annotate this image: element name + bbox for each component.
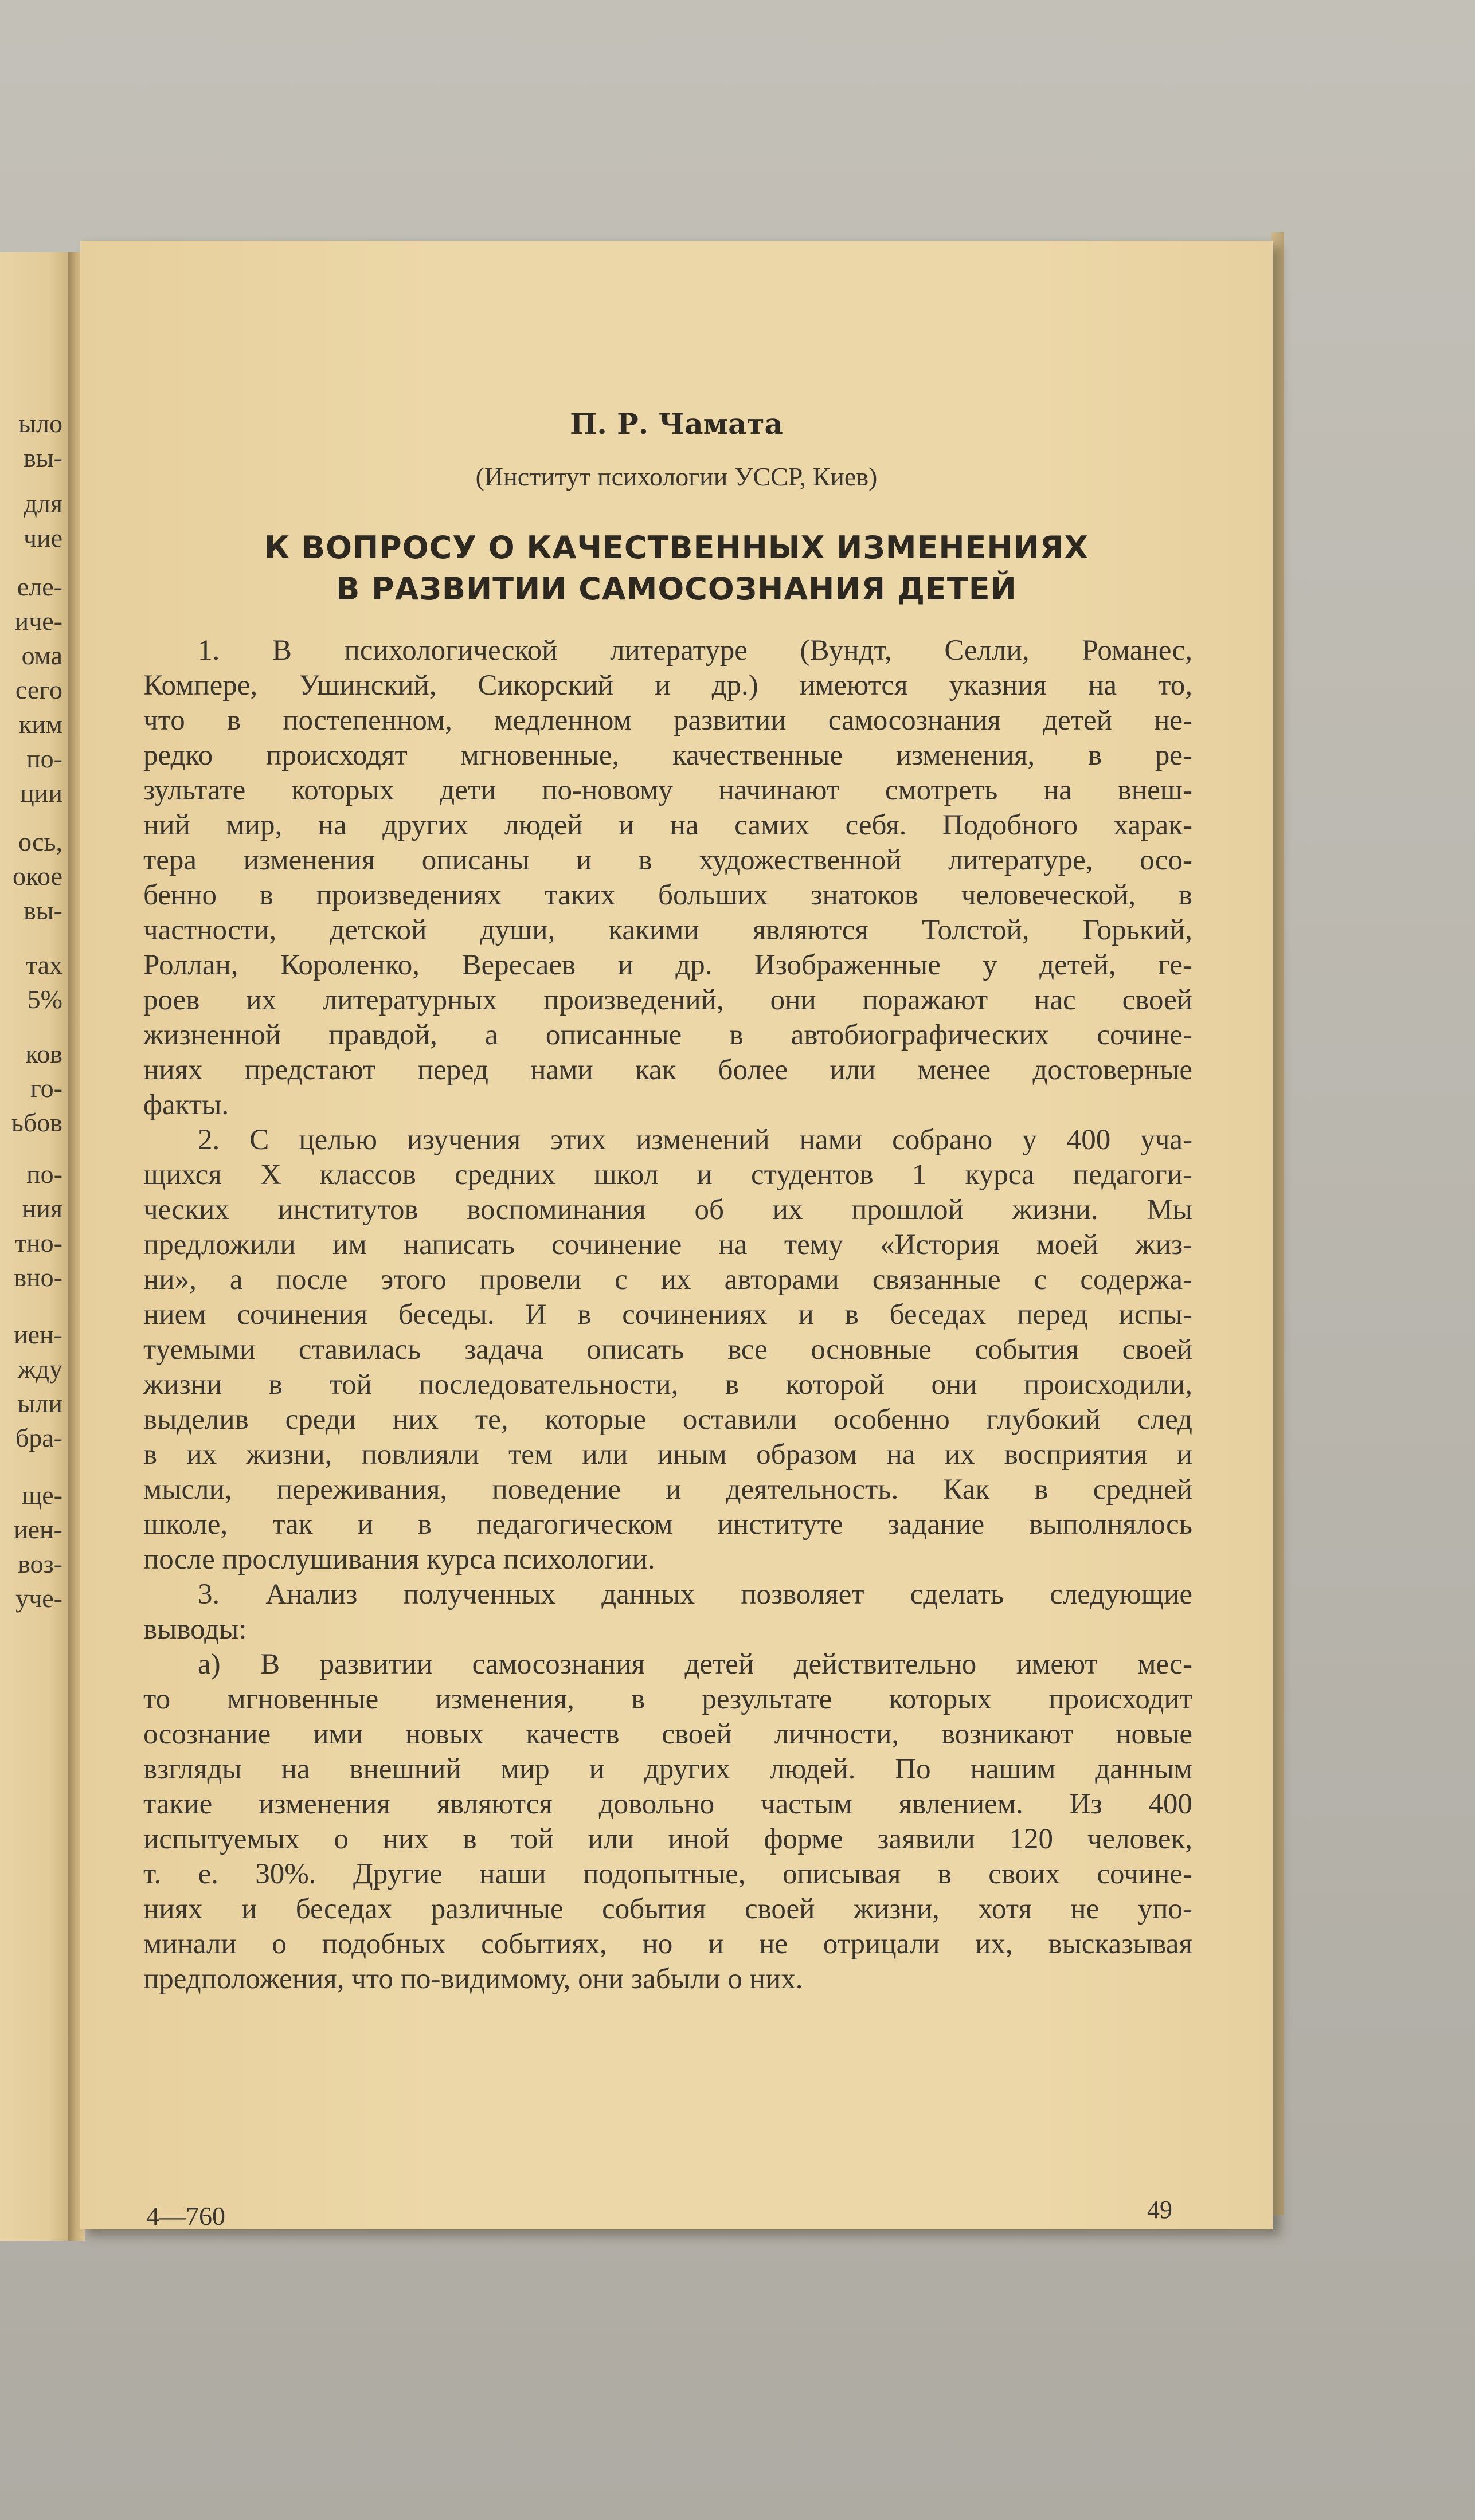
text-line: роев их литературных произведений, они поражают нас своей <box>143 984 1192 1016</box>
text-line: т. е. 30%. Другие наши подопытные, описывая в своих сочине- <box>143 1858 1192 1890</box>
left-page-fragment: ще- <box>21 1480 62 1510</box>
text-line: выделив среди них те, которые оставили особенно глубокий след <box>143 1404 1192 1436</box>
text-line: такие изменения являются довольно частым явлением. Из 400 <box>143 1788 1192 1820</box>
left-page-fragment: го- <box>30 1073 62 1103</box>
page-stack-edge <box>1271 232 1284 2215</box>
text-line: туемыми ставилась задача описать все основные события своей <box>143 1334 1192 1366</box>
text-line: ческих институтов воспоминания об их прошлой жизни. Мы <box>143 1194 1192 1226</box>
left-page-fragment: сего <box>15 675 62 704</box>
signature-mark: 4—760 <box>146 2201 225 2231</box>
left-page-fragment: воз- <box>18 1549 62 1578</box>
title-line-2: В РАЗВИТИИ САМОСОЗНАНИЯ ДЕТЕЙ <box>336 571 1017 607</box>
left-page-fragment: вы- <box>24 896 62 925</box>
text-line: после прослушивания курса психологии. <box>143 1543 655 1576</box>
left-page-fragment: тах <box>25 950 62 979</box>
article-body <box>143 633 1192 1997</box>
left-page-fragment: вно- <box>14 1263 62 1292</box>
text-line: предположения, что по-видимому, они забыли о них. <box>143 1963 803 1995</box>
text-line: ниях предстают перед нами как более или менее достоверные <box>143 1054 1192 1086</box>
text-line: редко происходят мгновенные, качественные изменения, в ре- <box>143 739 1192 771</box>
text-line: ний мир, на других людей и на самих себя. Подобного харак- <box>143 809 1192 841</box>
text-line: жизненной правдой, а описанные в автобиографических сочине- <box>143 1019 1192 1051</box>
left-page-fragment: ыло <box>18 409 62 438</box>
left-page-fragment: ьбов <box>11 1108 62 1137</box>
left-page-fragment: еле- <box>17 572 62 601</box>
author-affiliation: (Институт психологии УССР, Киев) <box>475 462 878 491</box>
text-line: то мгновенные изменения, в результате которых происходит <box>143 1683 1192 1715</box>
left-page-fragment: ыли <box>17 1389 62 1418</box>
text-line: 3. Анализ полученных данных позволяет сделать следующие <box>198 1578 1192 1610</box>
left-page-fragment: уче- <box>15 1584 62 1613</box>
left-page-fragment: для <box>24 489 62 518</box>
text-line: взгляды на внешний мир и других людей. По нашим данным <box>143 1753 1192 1785</box>
author-name: П. Р. Чамата <box>570 407 783 441</box>
left-page-fragment: бра- <box>15 1423 62 1452</box>
left-page-fragment: окое <box>13 861 62 891</box>
text-line: щихся X классов средних школ и студентов 1 курса педагоги- <box>143 1159 1192 1191</box>
text-line: 2. С целью изучения этих изменений нами собрано у 400 уча- <box>198 1124 1192 1156</box>
text-line: минали о подобных событиях, но и не отрицали их, высказывая <box>143 1928 1192 1960</box>
text-line: ниях и беседах различные события своей жизни, хотя не упо- <box>143 1893 1192 1925</box>
article-title <box>149 527 1204 610</box>
left-page-fragment: ния <box>22 1194 62 1223</box>
left-page-fragment: ось, <box>18 827 62 856</box>
left-page-fragment: ков <box>25 1039 62 1068</box>
text-line: жизни в той последовательности, в которой они происходили, <box>143 1369 1192 1401</box>
text-line: факты. <box>143 1089 229 1121</box>
left-page-fragment: ома <box>21 641 62 670</box>
text-line: ни», а после этого провели с их авторами связанные с содержа- <box>143 1264 1192 1296</box>
text-line: Компере, Ушинский, Сикорский и др.) имеются указния на то, <box>143 669 1192 701</box>
text-line: а) В развитии самосознания детей действительно имеют мес- <box>198 1648 1192 1680</box>
left-page-fragment: иен- <box>14 1515 62 1544</box>
text-line: что в постепенном, медленном развитии самосознания детей не- <box>143 704 1192 736</box>
text-line: в их жизни, повлияли тем или иным образом на их восприятия и <box>143 1439 1192 1471</box>
left-page-fragment: по- <box>26 1159 62 1189</box>
left-facing-page <box>0 252 72 2241</box>
left-page-fragment: вы- <box>24 443 62 472</box>
text-line: тера изменения описаны и в художественной литературе, осо- <box>143 844 1192 876</box>
text-line: испытуемых о них в той или иной форме заявили 120 человек, <box>143 1823 1192 1855</box>
text-line: осознание ими новых качеств своей личности, возникают новые <box>143 1718 1192 1750</box>
left-page-fragment: ции <box>20 778 62 808</box>
text-line: нием сочинения беседы. И в сочинениях и в беседах перед испы- <box>143 1299 1192 1331</box>
text-line: частности, детской души, какими являются Толстой, Горький, <box>143 914 1192 946</box>
left-page-fragment: жду <box>17 1354 62 1384</box>
title-line-1: К ВОПРОСУ О КАЧЕСТВЕННЫХ ИЗМЕНЕНИЯХ <box>264 530 1089 566</box>
text-line: школе, так и в педагогическом институте задание выполнялось <box>143 1508 1192 1541</box>
book-page <box>80 241 1273 2229</box>
left-page-fragment: ким <box>18 710 62 739</box>
text-line: зультате которых дети по-новому начинают смотреть на внеш- <box>143 774 1192 806</box>
left-page-fragment: по- <box>26 744 62 773</box>
text-line: выводы: <box>143 1613 247 1645</box>
text-line: 1. В психологической литературе (Вундт, Селли, Романес, <box>198 634 1192 667</box>
left-page-fragment: иче- <box>14 606 62 636</box>
text-line: бенно в произведениях таких больших знатоков человеческой, в <box>143 879 1192 911</box>
left-page-fragment: иен- <box>14 1320 62 1349</box>
text-line: Роллан, Короленко, Вересаев и др. Изображенные у детей, ге- <box>143 949 1192 981</box>
text-line: мысли, переживания, поведение и деятельность. Как в средней <box>143 1473 1192 1506</box>
page-number: 49 <box>1147 2196 1172 2224</box>
left-page-fragment: чие <box>23 523 62 552</box>
left-page-fragment: 5% <box>27 985 62 1014</box>
left-page-fragment: тно- <box>14 1228 62 1257</box>
text-line: предложили им написать сочинение на тему «История моей жиз- <box>143 1229 1192 1261</box>
